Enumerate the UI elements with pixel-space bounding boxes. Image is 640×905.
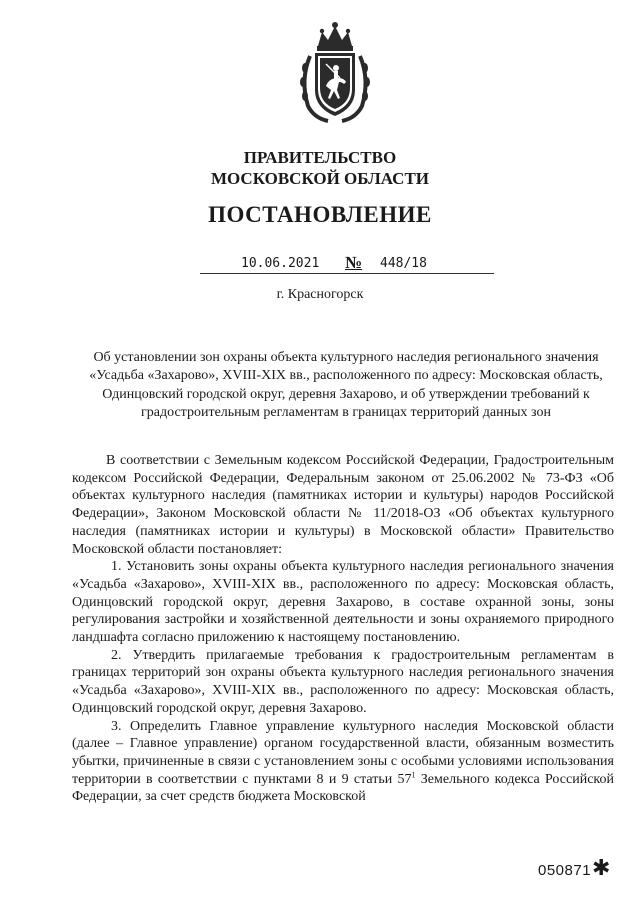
date-number-underline [200, 273, 494, 274]
document-number: 448/18 [380, 256, 427, 271]
item-3-text-part1: 3. Определить Главное управление культурного наследия Московской области (далее – Главное управление) органом государственной власти, обязанным возместить убытки, причиненные в связи с установлением зоны с особыми условиями использования территории в соответствии с пунктами 8 и 9 статьи 57 [72, 718, 614, 787]
document-subject: Об установлении зон охраны объекта культурного наследия регионального значения «Усадьба «Захарово», XVIII-XIX вв., расположенного по адресу: Московская область, Одинцовский городской округ, деревня Захарово, и об утверждении требований к градостроительным регламентам в границах территорий данных зон [89, 350, 603, 420]
document-date: 10.06.2021 [241, 256, 320, 271]
coat-of-arms-icon [296, 20, 374, 126]
government-name-line1: ПРАВИТЕЛЬСТВО [243, 148, 397, 167]
document-type-title: ПОСТАНОВЛЕНИЕ [208, 202, 432, 227]
preamble-paragraph: В соответствии с Земельным кодексом Российской Федерации, Градостроительным кодексом Российской Федерации, Федеральным законом от 25.06.2002 № 73-ФЗ «Об объектах культурного наследия (памятниках истории и культуры) народов Российской Федерации», Законом Московской области № 11/2018-ОЗ «Об объектах культурного наследия (памятниках истории и культуры) в Московской области» Правительство Московской области постановляет: [72, 453, 614, 557]
star-icon: ✱ [592, 856, 611, 881]
item-3-paragraph [72, 718, 614, 807]
document-body [72, 452, 614, 806]
government-name-line2: МОСКОВСКОЙ ОБЛАСТИ [210, 169, 430, 188]
form-serial-number: 050871 [538, 862, 592, 879]
item-1-paragraph: 1. Установить зоны охраны объекта культурного наследия регионального значения «Усадьба «Захарово», XVIII-XIX вв., расположенного по адресу: Московская область, Одинцовский городской округ, деревня Захарово, в составе охранной зоны, зоны регулирования застройки и хозяйственной деятельности и зоны охраняемого природного ландшафта согласно приложению к настоящему постановлению. [72, 559, 614, 646]
article-superscript: 1 [411, 770, 416, 779]
number-sign: № [345, 253, 363, 272]
city-line: г. Красногорск [276, 287, 364, 302]
item-2-paragraph: 2. Утвердить прилагаемые требования к градостроительным регламентам в границах территорий зон охраны объекта культурного наследия регионального значения «Усадьба «Захарово», XVIII-XIX вв., расположенного по адресу: Московская область, Одинцовский городской округ, деревня Захарово. [72, 647, 614, 716]
item-3-text-part2: Земельного кодекса Российской Федерации, за счет средств бюджета Московской [72, 771, 614, 805]
